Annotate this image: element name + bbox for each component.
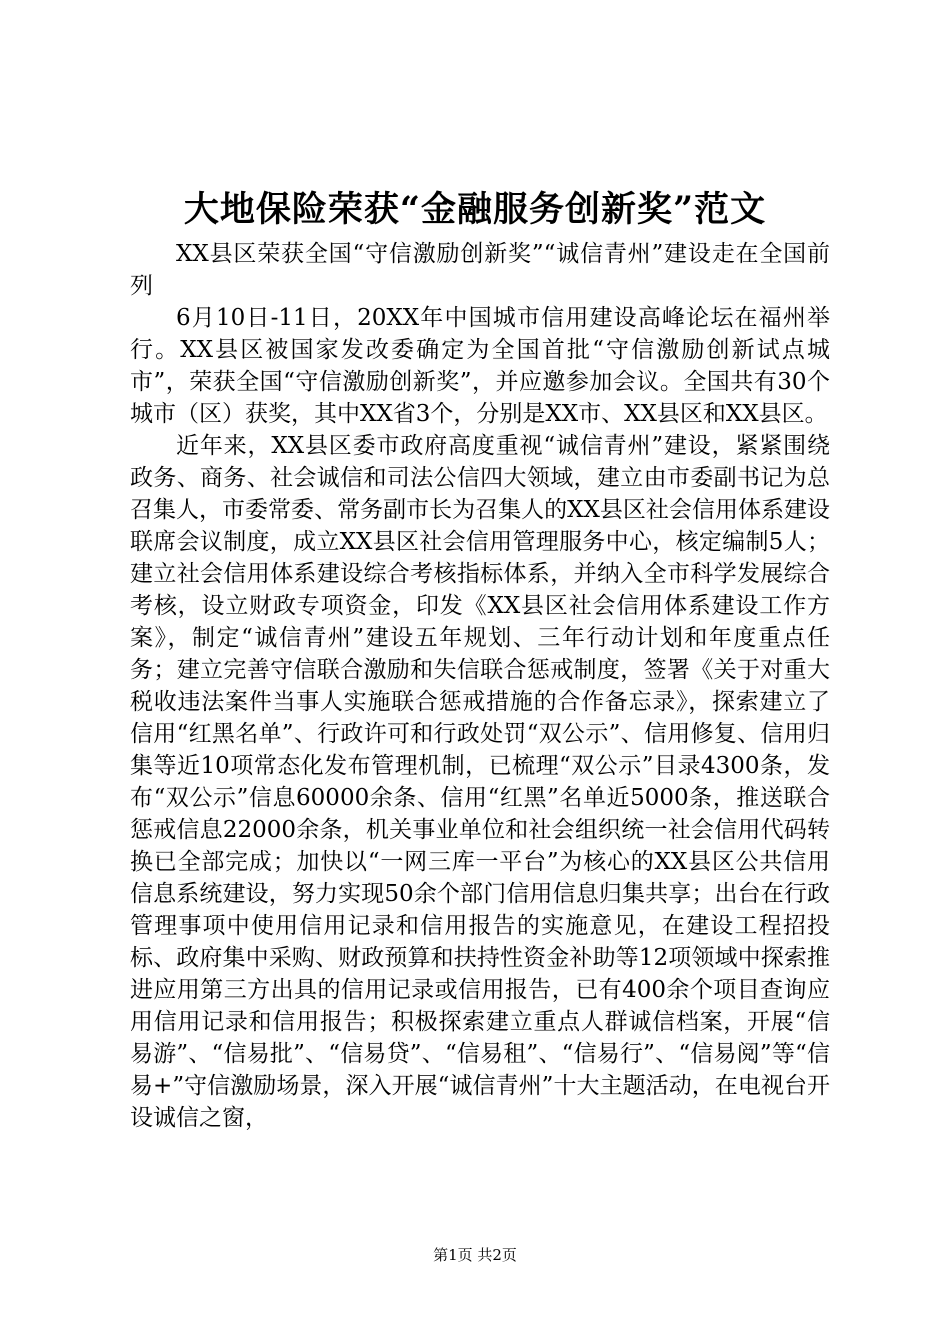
document-body [130,238,830,1134]
paragraph-forum: 6月10日-11日，20XX年中国城市信用建设高峰论坛在福州举行。XX县区被国家发改委确定为全国首批“守信激励创新试点城市”，荣获全国“守信激励创新奖”，并应邀参加会议。全国共有30个城市（区）获奖，其中XX省3个，分别是XX市、XX县区和XX县区。 [130,305,830,427]
document-title: 大地保险荣获“金融服务创新奖”范文 [183,189,767,230]
page-number: 第1页 共2页 [433,1246,517,1264]
page-footer [0,1245,950,1265]
paragraph-measures: 近年来，XX县区委市政府高度重视“诚信青州”建设，紧紧围绕政务、商务、社会诚信和司法公信四大领域，建立由市委副书记为总召集人，市委常委、常务副市长为召集人的XX县区社会信用体系建设联席会议制度，成立XX县区社会信用管理服务中心，核定编制5人；建立社会信用体系建设综合考核指标体系，并纳入全市科学发展综合考核，设立财政专项资金，印发《XX县区社会信用体系建设工作方案》，制定“诚信青州”建设五年规划、三年行动计划和年度重点任务；建立完善守信联合激励和失信联合惩戒制度，签署《关于对重大税收违法案件当事人实施联合惩戒措施的合作备忘录》，探索建立了信用“红黑名单”、行政许可和行政处罚“双公示”、信用修复、信用归集等近10项常态化发布管理机制，已梳理“双公示”目录4300条，发布“双公示”信息60000余条、信用“红黑”名单近5000条，推送联合惩戒信息22000余条，机关事业单位和社会组织统一社会信用代码转换已全部完成；加快以“一网三库一平台”为核心的XX县区公共信用信息系统建设，努力实现50余个部门信用信息归集共享；出台在行政管理事项中使用信用记录和信用报告的实施意见，在建设工程招投标、政府集中采购、财政预算和扶持性资金补助等12项领域中探索推进应用第三方出具的信用记录或信用报告，已有400余个项目查询应用信用记录和信用报告；积极探索建立重点人群诚信档案，开展“信易游”、“信易批”、“信易贷”、“信易租”、“信易行”、“信易阅”等“信易+”守信激励场景，深入开展“诚信青州”十大主题活动，在电视台开设诚信之窗， [130,433,830,1131]
paragraph-subtitle: XX县区荣获全国“守信激励创新奖”“诚信青州”建设走在全国前列 [130,241,830,299]
